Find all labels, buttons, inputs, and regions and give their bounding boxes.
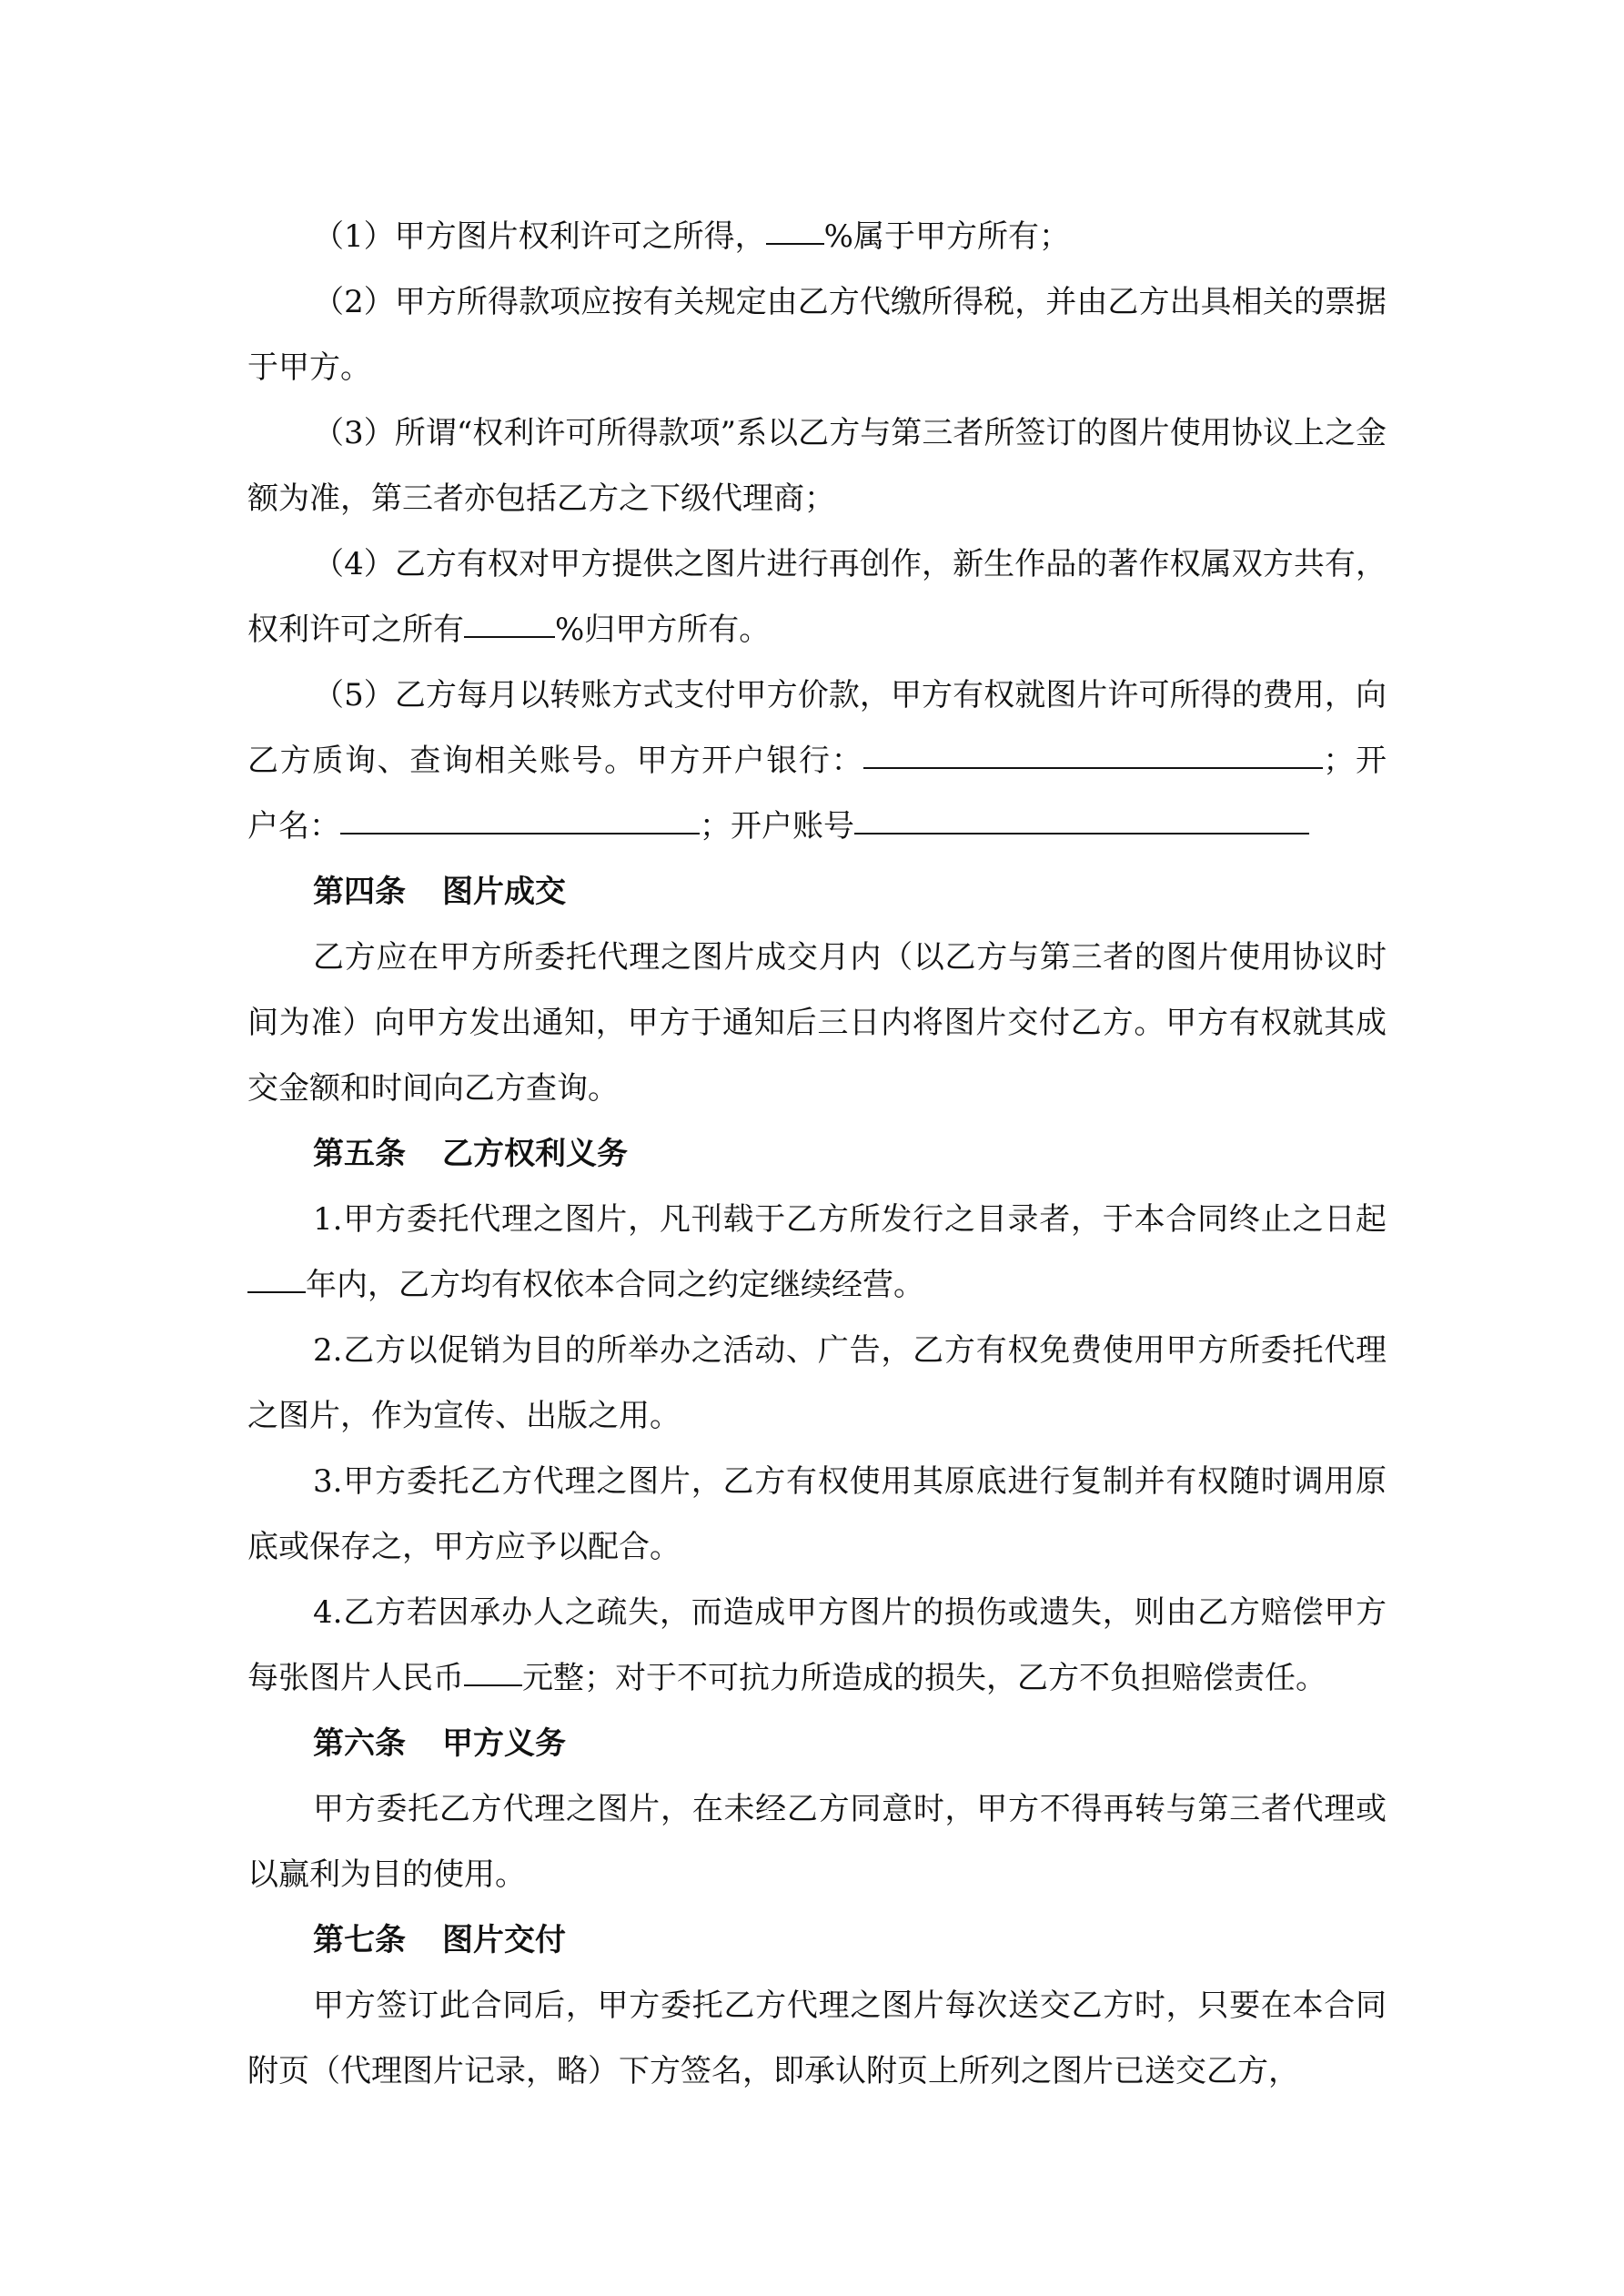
article-5-item-2: 2.乙方以促销为目的所举办之活动、广告，乙方有权免费使用甲方所委托代理之图片，作为宣传、出版之用。 [247, 1332, 1387, 1434]
account-number-label: ；开户账号 [700, 808, 854, 845]
article-5-item-3: 3.甲方委托乙方代理之图片，乙方有权使用其原底进行复制并有权随时调用原底或保存之，甲方应予以配合。 [247, 1463, 1387, 1565]
clause-3-5 [247, 663, 1387, 859]
account-name-blank[interactable] [340, 796, 700, 834]
clause-3-3: （3）所谓“权利许可所得款项”系以乙方与第三者所签订的图片使用协议上之金额为准，第三者亦包括乙方之下级代理商； [247, 415, 1387, 517]
article-7-number: 第七条 [313, 1922, 406, 1958]
article-5-item-4-text: 4.乙方若因承办人之疏失，而造成甲方图片的损伤或遗失，则由乙方赔偿甲方每张图片人民币 [247, 1594, 1387, 1696]
bank-name-blank[interactable] [863, 731, 1323, 769]
contract-page [247, 204, 1387, 2104]
article-5-item-1-text: 1.甲方委托代理之图片，凡刊载于乙方所发行之目录者，于本合同终止之日起 [313, 1201, 1387, 1238]
clause-3-5-text: （5）乙方每月以转账方式支付甲方价款，甲方有权就图片许可所得的费用，向乙方质询、查询相关账号。甲方开户银行： [247, 677, 1387, 779]
article-5-number: 第五条 [313, 1136, 406, 1172]
article-5-item-4-text-end: 元整；对于不可抗力所造成的损失，乙方不负担赔偿责任。 [522, 1660, 1326, 1696]
article-6-number: 第六条 [313, 1725, 406, 1762]
article-4-body: 乙方应在甲方所委托代理之图片成交月内（以乙方与第三者的图片使用协议时间为准）向甲方发出通知，甲方于通知后三日内将图片交付乙方。甲方有权就其成交金额和时间向乙方查询。 [247, 939, 1387, 1107]
percentage-blank[interactable] [766, 207, 824, 245]
clause-3-1 [247, 204, 1387, 269]
article-6-body: 甲方委托乙方代理之图片，在未经乙方同意时，甲方不得再转与第三者代理或以赢利为目的使用。 [247, 1791, 1387, 1893]
years-blank[interactable] [247, 1255, 306, 1293]
article-7-heading [247, 1907, 1387, 1973]
clause-3-2: （2）甲方所得款项应按有关规定由乙方代缴所得税，并由乙方出具相关的票据于甲方。 [247, 284, 1387, 386]
article-5-item-1 [247, 1187, 1387, 1318]
clause-3-1-text: （1）甲方图片权利许可之所得， [313, 218, 766, 255]
clause-3-1-text-end: %属于甲方所有； [823, 218, 1070, 255]
article-7-title: 图片交付 [442, 1922, 566, 1958]
article-6-title: 甲方义务 [442, 1725, 566, 1762]
percentage-blank[interactable] [464, 600, 555, 638]
compensation-amount-blank[interactable] [464, 1648, 522, 1686]
clause-3-4-text: （4）乙方有权对甲方提供之图片进行再创作，新生作品的著作权属双方共有，权利许可之所有 [247, 546, 1387, 648]
article-5-item-1-text-end: 年内，乙方均有权依本合同之约定继续经营。 [306, 1267, 924, 1303]
account-number-blank[interactable] [854, 796, 1309, 834]
article-5-heading [247, 1121, 1387, 1187]
article-6-heading [247, 1711, 1387, 1776]
article-4-heading [247, 859, 1387, 925]
clause-3-4-text-end: %归甲方所有。 [555, 612, 771, 648]
article-4-title: 图片成交 [442, 874, 566, 910]
clause-3-4 [247, 531, 1387, 663]
article-5-item-4 [247, 1580, 1387, 1711]
article-4-number: 第四条 [313, 874, 406, 910]
account-name-label: ；开户名： [247, 743, 1387, 845]
article-7-body: 甲方签订此合同后，甲方委托乙方代理之图片每次送交乙方时，只要在本合同附页（代理图片记录，略）下方签名，即承认附页上所列之图片已送交乙方， [247, 1988, 1387, 2089]
article-5-title: 乙方权利义务 [442, 1136, 628, 1172]
